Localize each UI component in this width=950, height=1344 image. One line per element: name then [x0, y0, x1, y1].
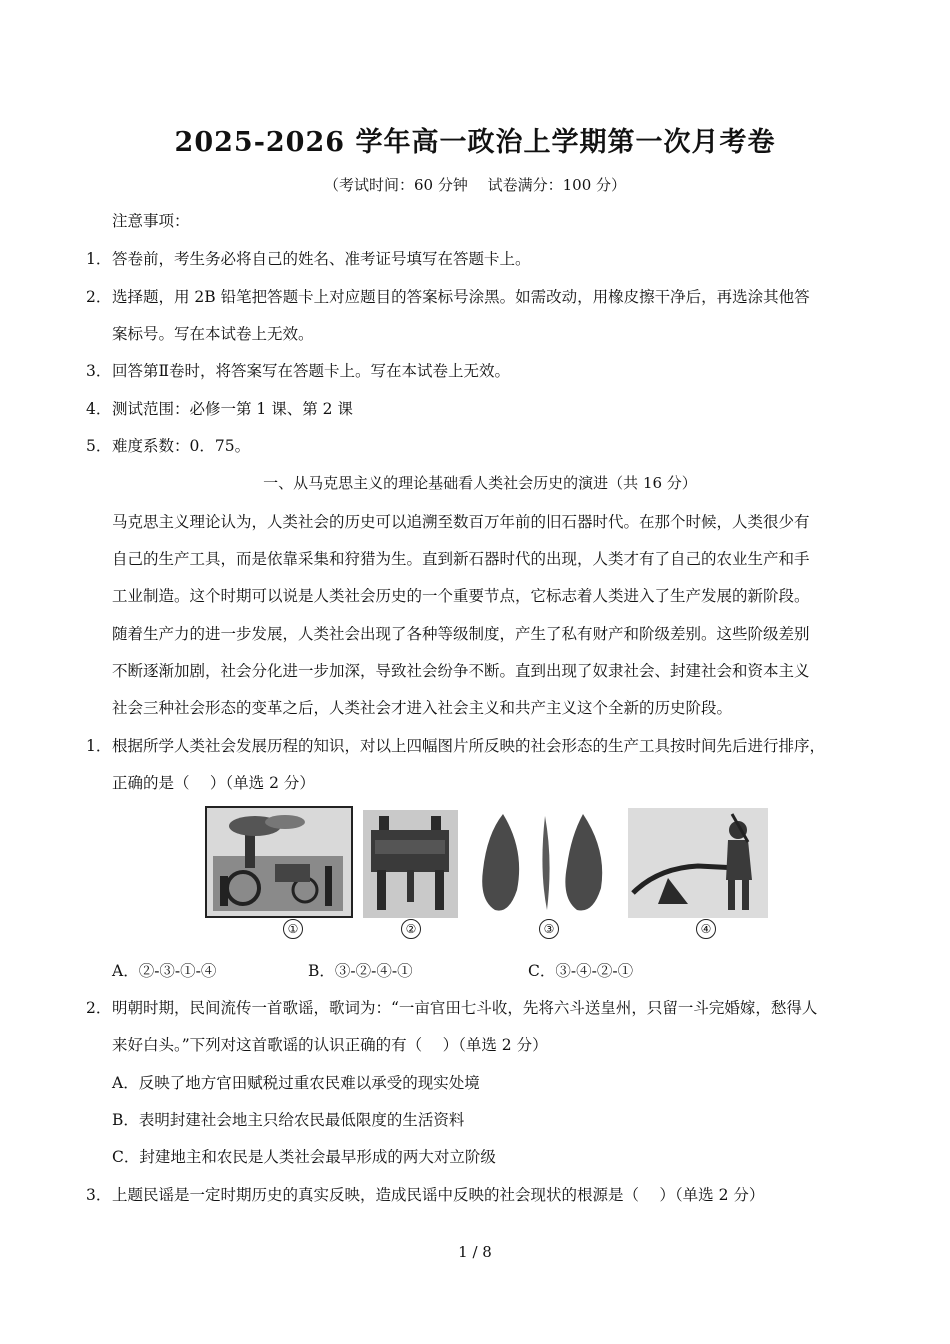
question-number: 3． [86, 1186, 112, 1204]
note-number: 3． [86, 362, 112, 380]
option-b: B．表明封建社会地主只给农民最低限度的生活资料 [112, 1111, 465, 1129]
question-text: 明朝时期，民间流传一首歌谣，歌词为：“一亩官田七斗收，先将六斗送皇州，只留一斗完婚嫁，愁得人 [112, 999, 818, 1017]
image-label-3: ③ [539, 919, 559, 939]
option-c: C．③-④-②-① [528, 962, 634, 980]
image-label-4: ④ [696, 919, 716, 939]
option-c: C．封建地主和农民是人类社会最早形成的两大对立阶级 [112, 1148, 496, 1166]
image-label-2: ② [401, 919, 421, 939]
passage-line: 马克思主义理论认为，人类社会的历史可以追溯至数百万年前的旧石器时代。在那个时候，人类很少有 [112, 513, 810, 531]
page-number: 1 / 8 [458, 1243, 492, 1261]
passage-line: 自己的生产工具，而是依靠采集和狩猎为生。直到新石器时代的出现，人类才有了自己的农业生产和手 [112, 550, 810, 568]
bronze-ding-image [363, 810, 458, 918]
note-number: 4． [86, 400, 112, 418]
note-number: 5． [86, 437, 112, 455]
option-b: B．③-②-④-① [308, 962, 413, 980]
option-a: A．②-③-①-④ [112, 962, 217, 980]
passage-line: 随着生产力的进一步发展，人类社会出现了各种等级制度，产生了私有财产和阶级差别。这些阶级差别 [112, 625, 810, 643]
note-number: 2． [86, 288, 112, 306]
passage-line: 不断逐渐加剧，社会分化进一步加深，导致社会纷争不断。直到出现了奴隶社会、封建社会和资本主义 [112, 662, 810, 680]
exam-info: （考试时间：60 分钟 试卷满分：100 分） [323, 176, 627, 194]
image-label-1: ① [283, 919, 303, 939]
note-number: 1． [86, 250, 112, 268]
industrial-steam-machine-image [205, 806, 353, 918]
passage-line: 社会三种社会形态的变革之后，人类社会才进入社会主义和共产主义这个全新的历史阶段。 [112, 699, 733, 717]
production-tools-images [205, 806, 775, 936]
option-a: A．反映了地方官田赋税过重农民难以承受的现实处境 [112, 1074, 480, 1092]
question-text: 根据所学人类社会发展历程的知识，对以上四幅图片所反映的社会形态的生产工具按时间先后进行排序， [112, 737, 826, 755]
notes-heading: 注意事项： [112, 212, 190, 230]
question-number: 2． [86, 999, 112, 1017]
note-text: 选择题，用 2B 铅笔把答题卡上对应题目的答案标号涂黑。如需改动，用橡皮擦干净后，再选涂其他答 [112, 288, 810, 306]
note-text: 回答第Ⅱ卷时，将答案写在答题卡上。写在本试卷上无效。 [112, 362, 511, 380]
page-title: 2025-2026 学年高一政治上学期第一次月考卷 [174, 127, 776, 158]
question-text: 上题民谣是一定时期历史的真实反映，造成民谣中反映的社会现状的根源是（ ）（单选 2 分） [112, 1186, 765, 1204]
passage-line: 工业制造。这个时期可以说是人类社会历史的一个重要节点，它标志着人类进入了生产发展的新阶段。 [112, 587, 810, 605]
note-text: 答卷前，考生务必将自己的姓名、准考证号填写在答题卡上。 [112, 250, 531, 268]
section-title: 一、从马克思主义的理论基础看人类社会历史的演进（共 16 分） [263, 474, 697, 492]
question-number: 1． [86, 737, 112, 755]
note-text: 难度系数：0．75。 [112, 437, 251, 455]
note-text-continued: 案标号。写在本试卷上无效。 [112, 325, 314, 343]
question-text-continued: 正确的是（ ）（单选 2 分） [112, 774, 315, 792]
stone-tools-image [473, 810, 613, 918]
question-text-continued: 来好白头。”下列对这首歌谣的认识正确的有（ ）（单选 2 分） [112, 1036, 548, 1054]
note-text: 测试范围：必修一第 1 课、第 2 课 [112, 400, 353, 418]
iron-plough-farmer-image [628, 808, 768, 918]
